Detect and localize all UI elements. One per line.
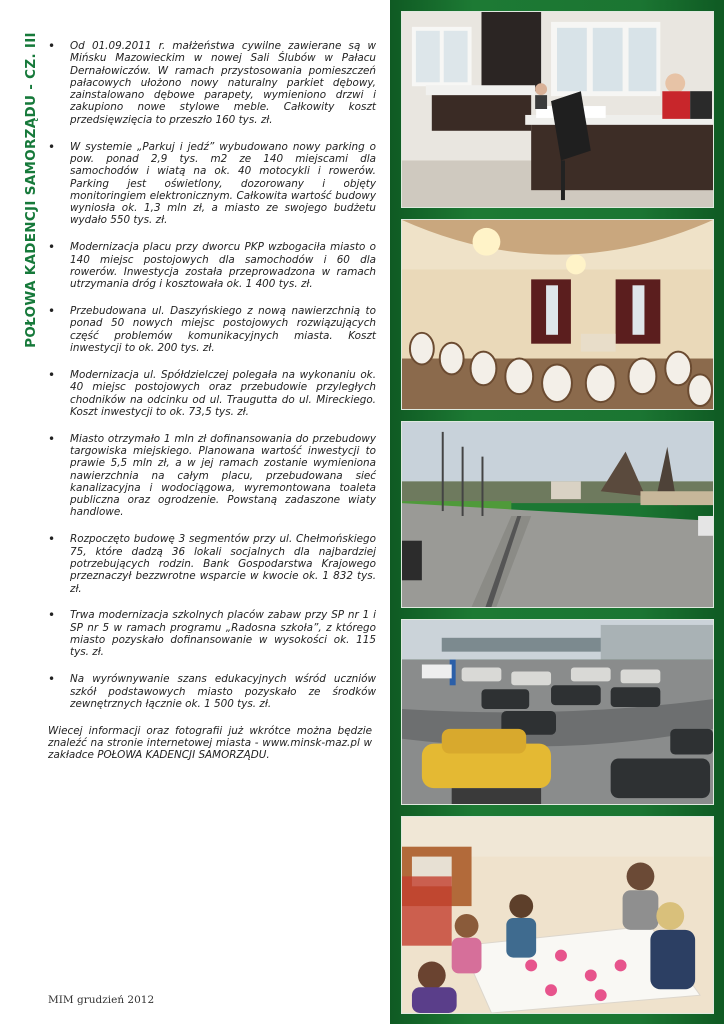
list-item: • Modernizacja ul. Spółdzielczej polegała na wykonaniu ok. 40 miejsc postojowych oraz przebudowie przyległych chodników na odcinku od ul. Traugutta do ul. Mireckiego. Koszt inwestycji to ok. 73,5 tys. zł. bbox=[48, 367, 376, 418]
list-item: • Miasto otrzymało 1 mln zł dofinansowania do przebudowy targowiska miejskiego. Planowana wartość inwestycji to prawie 5,5 mln zł, a w jej ramach zostanie wymieniona nawierzchnia na całym placu, przebudowana sieć kanalizacyjna i wodociągowa, wyremontowana toaleta publiczna oraz ogrodzenie. Powstaną zadaszone wiaty handlowe. bbox=[48, 431, 376, 519]
more-info-note: Wiecej informacji oraz fotografii już wkrótce można będzie znaleźć na stronie internetowej miasta - www.minsk-maz.pl w zakładce POŁOWA KADENCJI SAMORZĄDU. bbox=[48, 724, 372, 762]
bullet-icon: • bbox=[48, 39, 56, 53]
photo-station-parking bbox=[401, 619, 714, 805]
bullet-icon: • bbox=[48, 240, 56, 255]
bullet-icon: • bbox=[48, 304, 56, 319]
bullet-icon: • bbox=[48, 139, 56, 154]
issue-label: MIM grudzień 2012 bbox=[48, 994, 155, 1006]
photo-children bbox=[401, 816, 714, 1014]
bullet-icon: • bbox=[48, 431, 56, 446]
bullet-icon: • bbox=[48, 367, 56, 382]
list-item: • Rozpoczęto budowę 3 segmentów przy ul. Chełmońskiego 75, które dadzą 36 lokali socjalnych dla najbardziej potrzebujących rodzin. Bank Gospodarstwa Krajowego przeznaczył bezzwrotne wsparcie w kwocie ok. 1 832 tys. zł. bbox=[48, 532, 376, 595]
article-text bbox=[48, 40, 376, 772]
list-item: • Od 01.09.2011 r. małżeństwa cywilne zawierane są w Mińsku Mazowieckim w nowej Sali Ślubów w Pałacu Dernałowiczów. W ramach przystosowania pomieszczeń pałacowych ułożono nowy naturalny parkiet dębowy, zainstalowano dębowe parapety, wymieniono drzwi i zakupiono nowe stylowe meble. Całkowity koszt przedsięwzięcia to przeszło 160 tys. zł. bbox=[48, 39, 376, 126]
bullet-list bbox=[48, 40, 376, 710]
bullet-icon: • bbox=[48, 672, 56, 687]
photo-office bbox=[401, 11, 714, 208]
photo-wedding-hall bbox=[401, 219, 714, 410]
bullet-icon: • bbox=[48, 608, 56, 623]
bullet-icon: • bbox=[48, 532, 56, 547]
list-item: • Trwa modernizacja szkolnych placów zabaw przy SP nr 1 i SP nr 5 w ramach programu „Radosna szkoła”, z którego miasto pozyskało dofinansowanie w wysokości ok. 115 tys. zł. bbox=[48, 608, 376, 659]
list-item: • W systemie „Parkuj i jedź” wybudowano nowy parking o pow. ponad 2,9 tys. m2 ze 140 miejscami dla samochodów i wiatą na ok. 40 motocykli i rowerów. Parking jest oświetlony, dozorowany i objęty monitoringiem elektronicznym. Całkowita wartość budowy wyniosła ok. 1,3 mln zł, a miasto ze swojego budżetu wydało 550 tys. zł. bbox=[48, 139, 376, 227]
list-item: • Na wyrównywanie szans edukacyjnych wśród uczniów szkół podstawowych miasto pozyskało ze środków zewnętrznych łącznie ok. 1 500 tys. zł. bbox=[48, 672, 376, 710]
photo-parking bbox=[401, 421, 714, 608]
section-title bbox=[20, 32, 42, 348]
list-item: • Przebudowana ul. Daszyńskiego z nową nawierzchnią to ponad 50 nowych miejsc postojowych rozwiązujących część problemów komunikacyjnych miasta. Koszt inwestycji to ok. 200 tys. zł. bbox=[48, 304, 376, 355]
section-title-text: POŁOWA KADENCJI SAMORZĄDU - CZ. III bbox=[23, 32, 39, 348]
list-item: • Modernizacja placu przy dworcu PKP wzbogaciła miasto o 140 miejsc postojowych dla samochodów i 60 dla rowerów. Inwestycja została przeprowadzona w ramach utrzymania dróg i kosztowała ok. 1 400 tys. zł. bbox=[48, 240, 376, 291]
